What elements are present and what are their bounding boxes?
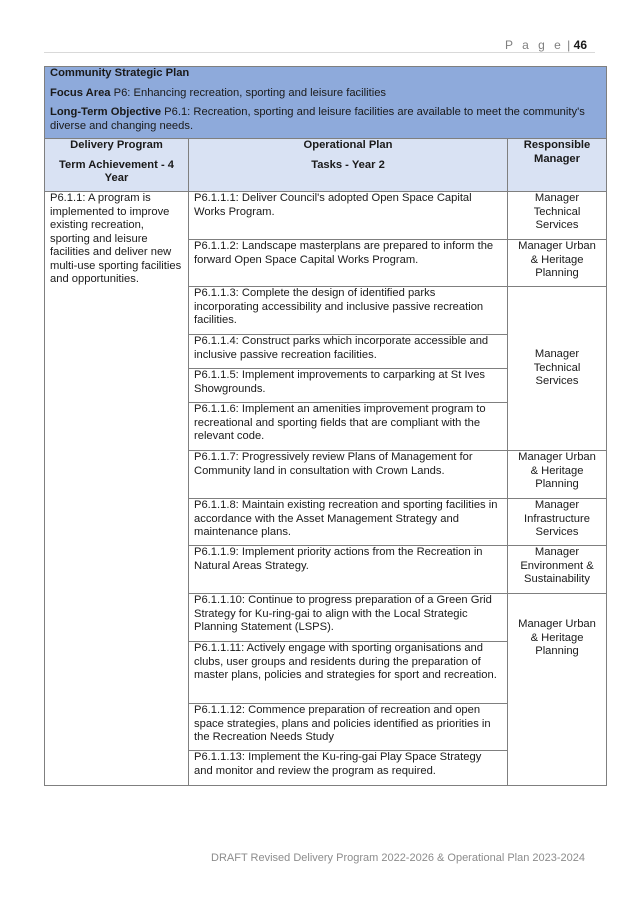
- page-separator: |: [567, 38, 571, 52]
- manager-cell: Manager Technical Services: [508, 287, 607, 451]
- column-header-row: [45, 139, 607, 192]
- term-achievement-heading: Term Achievement - 4 Year: [58, 158, 175, 184]
- manager-cell: Manager Urban & Heritage Planning: [508, 240, 607, 287]
- page-label: P a g e: [505, 38, 564, 52]
- task-cell: P6.1.1.10: Continue to progress preparation of a Green Grid Strategy for Ku-ring-gai to align with the Local Strategic Planning Statement (LSPS).: [189, 594, 508, 642]
- task-cell: P6.1.1.2: Landscape masterplans are prepared to inform the forward Open Space Capital Works Program.: [189, 240, 508, 287]
- strategic-plan-cell: [45, 67, 607, 139]
- manager-cell: Manager Infrastructure Services: [508, 499, 607, 546]
- task-cell: P6.1.1.3: Complete the design of identified parks incorporating accessibility and inclusive passive recreation facilities.: [189, 287, 508, 335]
- responsible-manager-heading: Responsible Manager: [523, 139, 591, 165]
- focus-area-value: P6: Enhancing recreation, sporting and leisure facilities: [113, 86, 387, 99]
- responsible-manager-header: [508, 139, 607, 192]
- operational-plan-header: [189, 139, 508, 192]
- long-term-objective: [50, 106, 601, 133]
- task-cell: P6.1.1.12: Commence preparation of recreation and open space strategies, plans and policies identified as priorities in the Recreation Needs Study: [189, 704, 508, 751]
- delivery-program-heading: Delivery Program: [70, 139, 163, 151]
- delivery-program-header: [45, 139, 189, 192]
- page-header: [505, 38, 587, 52]
- header-divider: [44, 52, 595, 53]
- task-cell: P6.1.1.13: Implement the Ku-ring-gai Play Space Strategy and monitor and review the program as required.: [189, 751, 508, 786]
- task-cell: P6.1.1.9: Implement priority actions from the Recreation in Natural Areas Strategy.: [189, 546, 508, 594]
- operational-plan-table: [44, 66, 607, 786]
- manager-cell: Manager Environment & Sustainability: [508, 546, 607, 594]
- manager-cell: Manager Urban & Heritage Planning: [508, 451, 607, 499]
- page-number: 46: [573, 38, 587, 52]
- objective-label: Long-Term Objective: [50, 106, 162, 118]
- delivery-program-cell: P6.1.1: A program is implemented to improve existing recreation, sporting and leisure facilities and deliver new multi-use sporting facilities and opportunities.: [45, 192, 189, 786]
- task-cell: P6.1.1.4: Construct parks which incorporate accessible and inclusive passive recreation facilities.: [189, 335, 508, 369]
- manager-cell: Manager Urban & Heritage Planning: [508, 594, 607, 786]
- task-cell: P6.1.1.8: Maintain existing recreation and sporting facilities in accordance with the Asset Management Strategy and maintenance plans.: [189, 499, 508, 546]
- focus-area: [50, 87, 601, 101]
- task-cell: P6.1.1.7: Progressively review Plans of Management for Community land in consultation with Crown Lands.: [189, 451, 508, 499]
- strategic-plan-row: [45, 67, 607, 139]
- page-footer: DRAFT Revised Delivery Program 2022-2026 & Operational Plan 2023-2024: [211, 852, 585, 864]
- manager-cell: Manager Technical Services: [508, 192, 607, 240]
- task-cell: P6.1.1.6: Implement an amenities improvement program to recreational and sporting fields that are compliant with the relevant code.: [189, 403, 508, 451]
- strategic-plan-title: Community Strategic Plan: [50, 67, 190, 79]
- task-cell: P6.1.1.1: Deliver Council's adopted Open Space Capital Works Program.: [189, 192, 508, 240]
- focus-area-label: Focus Area: [50, 86, 111, 99]
- operational-plan-heading: Operational Plan: [303, 139, 393, 151]
- table-row: [45, 192, 607, 240]
- task-cell: P6.1.1.11: Actively engage with sporting organisations and clubs, user groups and residents during the preparation of master plans, policies and strategies for sport and recreation.: [189, 642, 508, 704]
- objective-value: P6.1: Recreation, sporting and leisure facilities are available to meet the community's diverse and changing needs.: [50, 106, 585, 132]
- task-cell: P6.1.1.5: Implement improvements to carparking at St Ives Showgrounds.: [189, 369, 508, 403]
- tasks-heading: Tasks - Year 2: [311, 158, 385, 171]
